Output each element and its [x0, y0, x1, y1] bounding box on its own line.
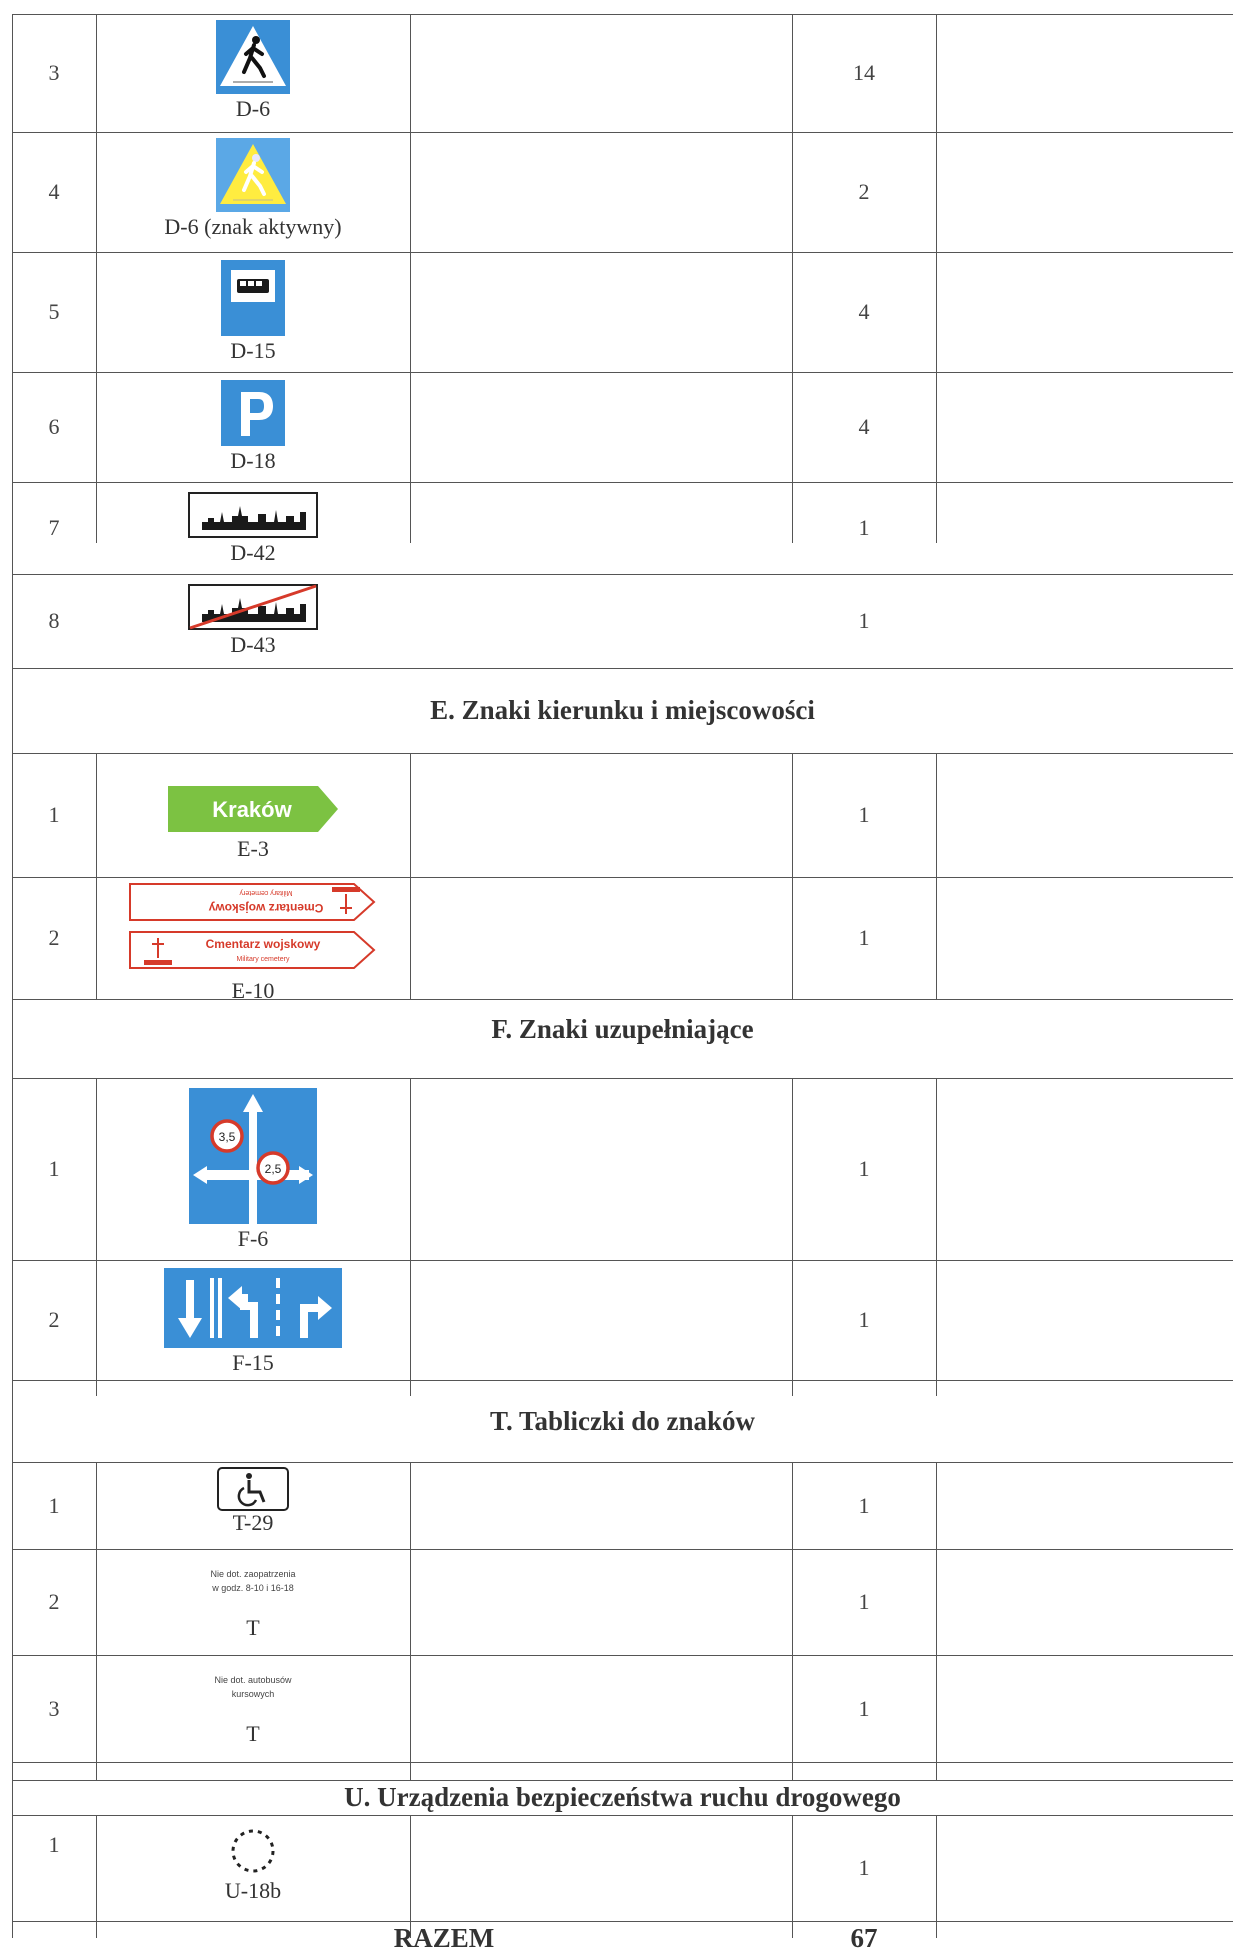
row-number: 6 [48, 414, 60, 439]
section-title: F. Znaki uzupełniające [491, 1013, 754, 1044]
row-number: 1 [48, 1832, 60, 1857]
signage-table [12, 14, 1233, 1953]
sign-text: Cmentarz wojskowy [205, 937, 321, 951]
plate-text-line: Nie dot. zaopatrzenia [210, 1569, 296, 1579]
sign-cell [96, 380, 410, 474]
sign-code: D-6 (znak aktywny) [164, 214, 342, 239]
active-pedestrian-crossing-sign-icon [216, 138, 290, 212]
plate-text-line: kursowych [231, 1688, 275, 1699]
col-qty-border [936, 14, 937, 543]
section-title: U. Urządzenia bezpieczeństwa ruchu drogowego [344, 1782, 901, 1812]
col-sign-border [410, 1462, 411, 1780]
quantity: 1 [858, 802, 870, 827]
sign-cell [96, 882, 410, 1004]
built-up-area-sign-icon [188, 492, 318, 538]
sign-cell [96, 1466, 410, 1536]
section-title: E. Znaki kierunku i miejscowości [430, 695, 815, 725]
sign-cell [96, 20, 410, 122]
quantity: 1 [858, 1695, 870, 1721]
sign-code: D-6 [235, 96, 271, 121]
sign-code: T [246, 1721, 260, 1746]
plate-text-line: Nie dot. autobusów [214, 1675, 292, 1685]
col-sign-border [410, 1815, 411, 1938]
row-number: 1 [48, 1156, 60, 1181]
sign-cell [96, 584, 410, 658]
parking-sign-icon [221, 380, 285, 446]
row-number: 2 [48, 1589, 60, 1614]
row-number: 1 [48, 1492, 60, 1518]
sign-code: E-3 [237, 836, 269, 861]
sign-subtext: Military cemetery [236, 956, 290, 963]
sign-cell [96, 1674, 410, 1747]
sign-code: D-15 [230, 338, 276, 363]
quantity: 1 [858, 1307, 870, 1332]
row-number: 5 [48, 299, 60, 324]
sign-cell [96, 1568, 410, 1641]
row-number: 8 [48, 608, 60, 633]
row-number: 7 [48, 515, 60, 540]
col-qty-border [936, 1462, 937, 1780]
sign-code: U-18b [224, 1878, 282, 1903]
quantity: 4 [858, 414, 870, 439]
sign-cell [96, 1088, 410, 1252]
quantity: 1 [858, 515, 870, 540]
plate-text [210, 1568, 295, 1595]
col-sign-border [410, 753, 411, 999]
sign-code: T [246, 1615, 260, 1640]
sign-code: D-43 [230, 632, 276, 657]
bus-stop-sign-icon [221, 260, 285, 336]
sign-code: T-29 [232, 1510, 274, 1535]
plate-text-line: w godz. 8-10 i 16-18 [212, 1582, 294, 1593]
wheelchair-plate-icon [216, 1466, 290, 1512]
quantity: 1 [858, 1156, 870, 1181]
quantity: 1 [858, 925, 870, 950]
quantity: 1 [858, 1492, 870, 1518]
col-qty-border [936, 1815, 937, 1938]
pedestrian-crossing-sign-icon [216, 20, 290, 94]
sign-cell [96, 492, 410, 566]
total-value: 67 [850, 1922, 878, 1953]
row-number: 2 [48, 1307, 60, 1332]
col-qty-border [936, 1078, 937, 1396]
end-built-up-area-sign-icon [188, 584, 318, 630]
col-qty-border [936, 753, 937, 999]
direction-sign-krakow-icon [166, 784, 340, 834]
total-label: RAZEM [393, 1922, 495, 1953]
sign-code: D-42 [230, 540, 276, 565]
sign-cell [96, 138, 410, 240]
quantity: 1 [858, 608, 870, 633]
row-number: 3 [48, 1695, 60, 1721]
direction-sign-text: Kraków [212, 797, 292, 822]
quantity: 14 [853, 60, 875, 85]
sign-code: F-15 [232, 1350, 274, 1375]
col-sign-border [410, 14, 411, 543]
section-title: T. Tabliczki do znaków [489, 1405, 756, 1436]
dotted-circle-device-icon [227, 1826, 279, 1876]
quantity: 1 [858, 1855, 870, 1880]
sign-cell [96, 260, 410, 364]
sign-cell [96, 1826, 410, 1904]
weight-limit-label: 3,5 [218, 1130, 236, 1144]
sign-cell [96, 1268, 410, 1376]
sign-code: D-18 [230, 448, 276, 473]
col-sign-border [410, 1078, 411, 1396]
sign-code: E-10 [231, 978, 275, 1003]
row-number: 1 [48, 802, 60, 827]
row-number: 4 [48, 179, 60, 204]
military-cemetery-direction-signs-icon [128, 882, 378, 982]
plate-text [214, 1674, 291, 1701]
sign-subtext-mirrored: Military cemetery [239, 889, 293, 896]
sign-text-mirrored: Cmentarz wojskowy [208, 901, 324, 915]
quantity: 4 [858, 299, 870, 324]
weight-limit-label: 2,5 [264, 1162, 282, 1176]
sign-cell [96, 784, 410, 862]
row-number: 3 [48, 60, 60, 85]
sign-code: F-6 [237, 1226, 269, 1251]
intersection-weight-limit-sign-icon [189, 1088, 317, 1224]
lane-directions-sign-icon [164, 1268, 342, 1348]
row-number: 2 [48, 925, 60, 950]
quantity: 1 [858, 1589, 870, 1614]
quantity: 2 [858, 179, 870, 204]
